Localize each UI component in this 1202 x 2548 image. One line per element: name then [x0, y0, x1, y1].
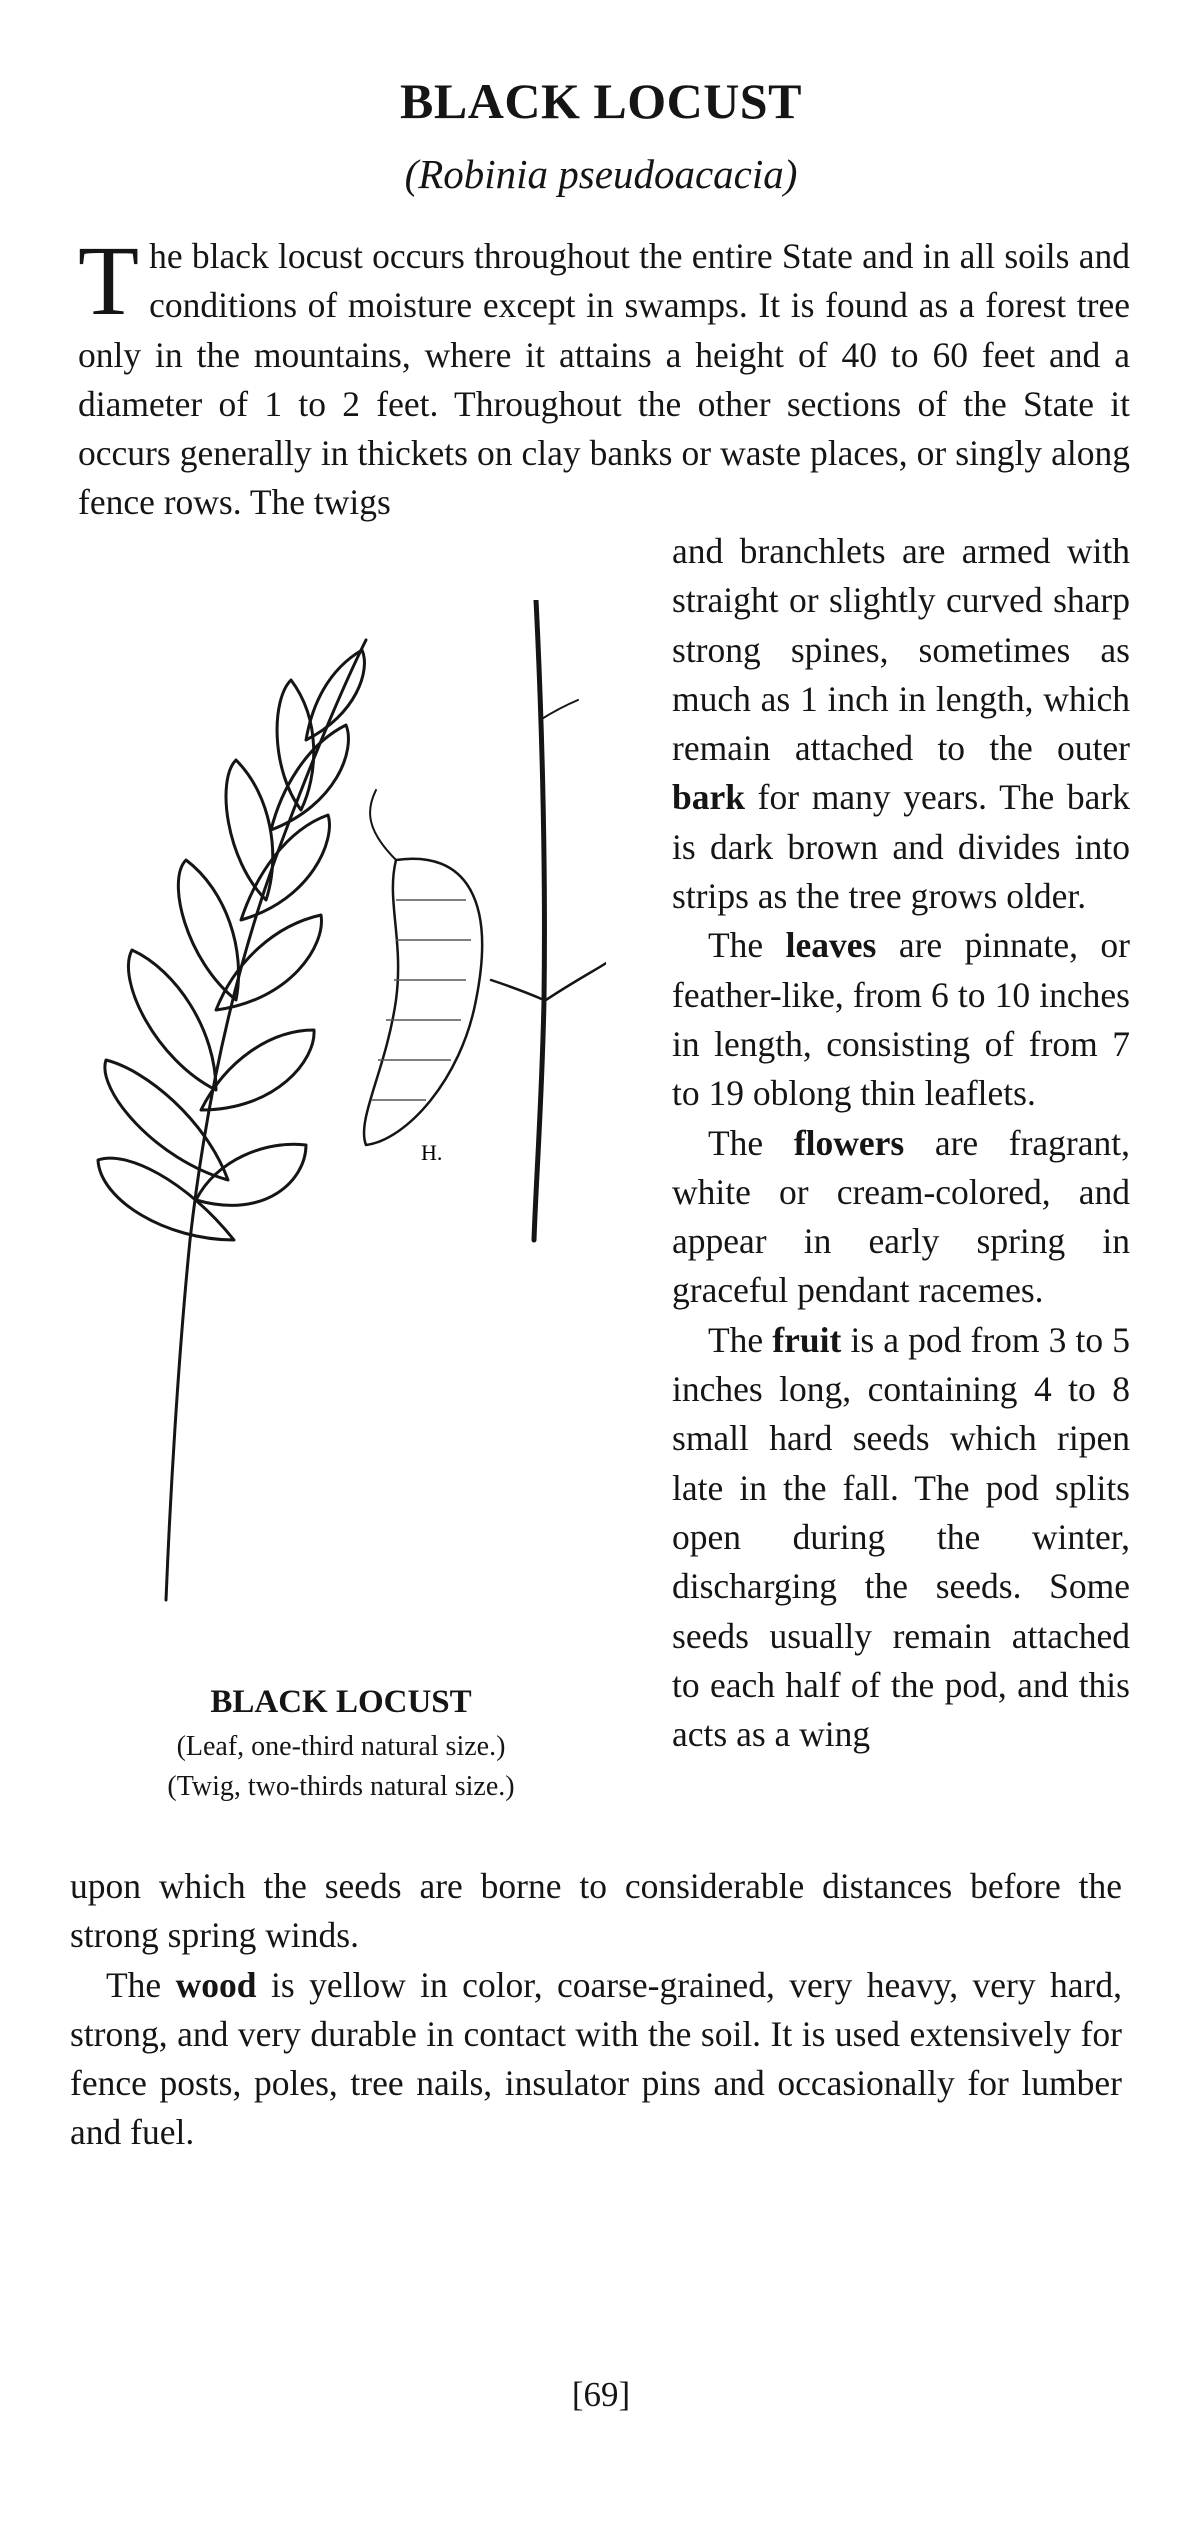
leaflet	[105, 1060, 228, 1180]
leaf-rachis	[166, 640, 366, 1600]
fruit-continuation: upon which the seeds are borne to considerable distances before the strong spring winds.	[70, 1866, 1122, 1956]
figure-caption-title: BLACK LOCUST	[210, 1684, 472, 1720]
leaves-paragraph: The leaves are pinnate, or feather-like, from 6 to 10 inches in length, consisting of from 7 to 19 oblong thin leaflets.	[672, 925, 1130, 1114]
term-wood: wood	[175, 1964, 257, 2005]
figure-caption-leaf: (Leaf, one-third natural size.)	[176, 1731, 506, 1762]
intro-paragraph	[78, 225, 1130, 528]
drop-cap: T	[78, 225, 140, 336]
leaflet	[128, 950, 216, 1090]
leaflet	[277, 680, 314, 810]
wood-paragraph: The wood is yellow in color, coarse-grained, very heavy, very hard, strong, and very durable in contact with the soil. It is used extensively for fence posts, poles, tree nails, insulator pins and occasionally for lumber and fuel.	[70, 1964, 1122, 2153]
fruit-paragraph: The fruit is a pod from 3 to 5 inches long, containing 4 to 8 small hard seeds which ripen late in the fall. The pod splits open during the winter, discharging the seeds. Some seeds usually remain attached to each half of the pod, and this acts as a wing	[672, 1319, 1130, 1755]
twig	[534, 600, 544, 1240]
term-leaves: leaves	[785, 925, 877, 966]
bottom-text	[70, 1862, 1122, 2158]
figure-caption-twig: (Twig, two-thirds natural size.)	[167, 1771, 515, 1802]
artist-initials: H.	[421, 1140, 443, 1165]
flowers-paragraph: The flowers are fragrant, white or cream-colored, and appear in early spring in graceful pendant racemes.	[672, 1122, 1130, 1311]
bark-paragraph: and branchlets are armed with straight or slightly curved sharp strong spines, sometimes as much as 1 inch in length, which remain attached to the outer bark for many years. The bark is dark brown and divides into strips as the tree grows older.	[672, 531, 1131, 917]
seed-pod	[364, 859, 482, 1145]
term-flowers: flowers	[793, 1122, 905, 1163]
term-fruit: fruit	[772, 1319, 842, 1360]
leaflet	[271, 725, 348, 830]
intro-text: he black locust occurs throughout the entire State and in all soils and conditions of moisture except in swamps. It is found as a forest tree only in the mountains, where it attains a height of 40 to 60 feet and a diameter of 1 to 2 feet. Throughout the other sections of the State it occurs generally in thickets on clay banks or waste places, or singly along fence rows. The twigs	[78, 236, 1130, 523]
scientific-name: (Robinia pseudoacacia)	[404, 151, 798, 197]
leaflet	[178, 860, 238, 1000]
page-title: BLACK LOCUST	[400, 73, 802, 129]
black-locust-illustration	[66, 600, 606, 1650]
page-number: [69]	[571, 2375, 631, 2414]
leaflet	[226, 760, 273, 900]
term-bark: bark	[672, 777, 745, 818]
leaflet	[98, 1158, 234, 1240]
right-column-text	[672, 527, 1130, 1759]
